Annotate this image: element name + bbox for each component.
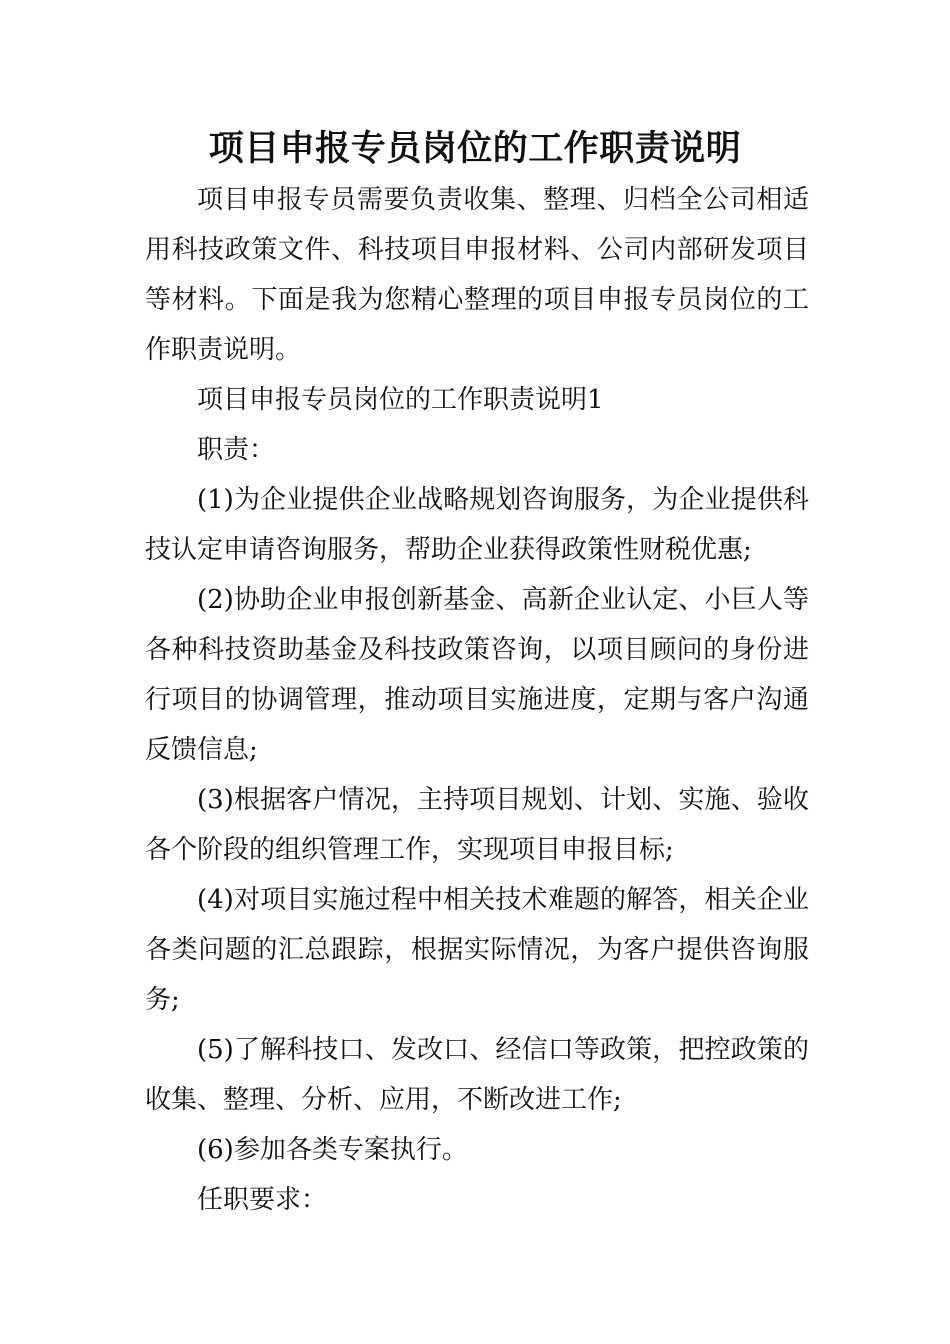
document-body [145,175,809,1225]
duty-item-5: (5)了解科技口、发改口、经信口等政策，把控政策的收集、整理、分析、应用，不断改进工作; [145,1035,809,1115]
duties-label: 职责： [197,435,276,465]
section-heading: 项目申报专员岗位的工作职责说明1 [197,385,604,415]
document-title: 项目申报专员岗位的工作职责说明 [208,129,742,169]
requirements-label: 任职要求： [197,1185,328,1215]
intro-paragraph: 项目申报专员需要负责收集、整理、归档全公司相适用科技政策文件、科技项目申报材料、公司内部研发项目等材料。下面是我为您精心整理的项目申报专员岗位的工作职责说明。 [145,185,809,365]
duty-item-2: (2)协助企业申报创新基金、高新企业认定、小巨人等各种科技资助基金及科技政策咨询，以项目顾问的身份进行项目的协调管理，推动项目实施进度，定期与客户沟通反馈信息; [145,585,809,765]
duty-item-1: (1)为企业提供企业战略规划咨询服务，为企业提供科技认定申请咨询服务，帮助企业获得政策性财税优惠; [145,485,809,565]
duty-item-3: (3)根据客户情况，主持项目规划、计划、实施、验收各个阶段的组织管理工作，实现项目申报目标; [145,785,809,865]
duty-item-4: (4)对项目实施过程中相关技术难题的解答，相关企业各类问题的汇总跟踪，根据实际情况，为客户提供咨询服务; [145,885,809,1015]
duty-item-6: (6)参加各类专案执行。 [197,1135,468,1165]
